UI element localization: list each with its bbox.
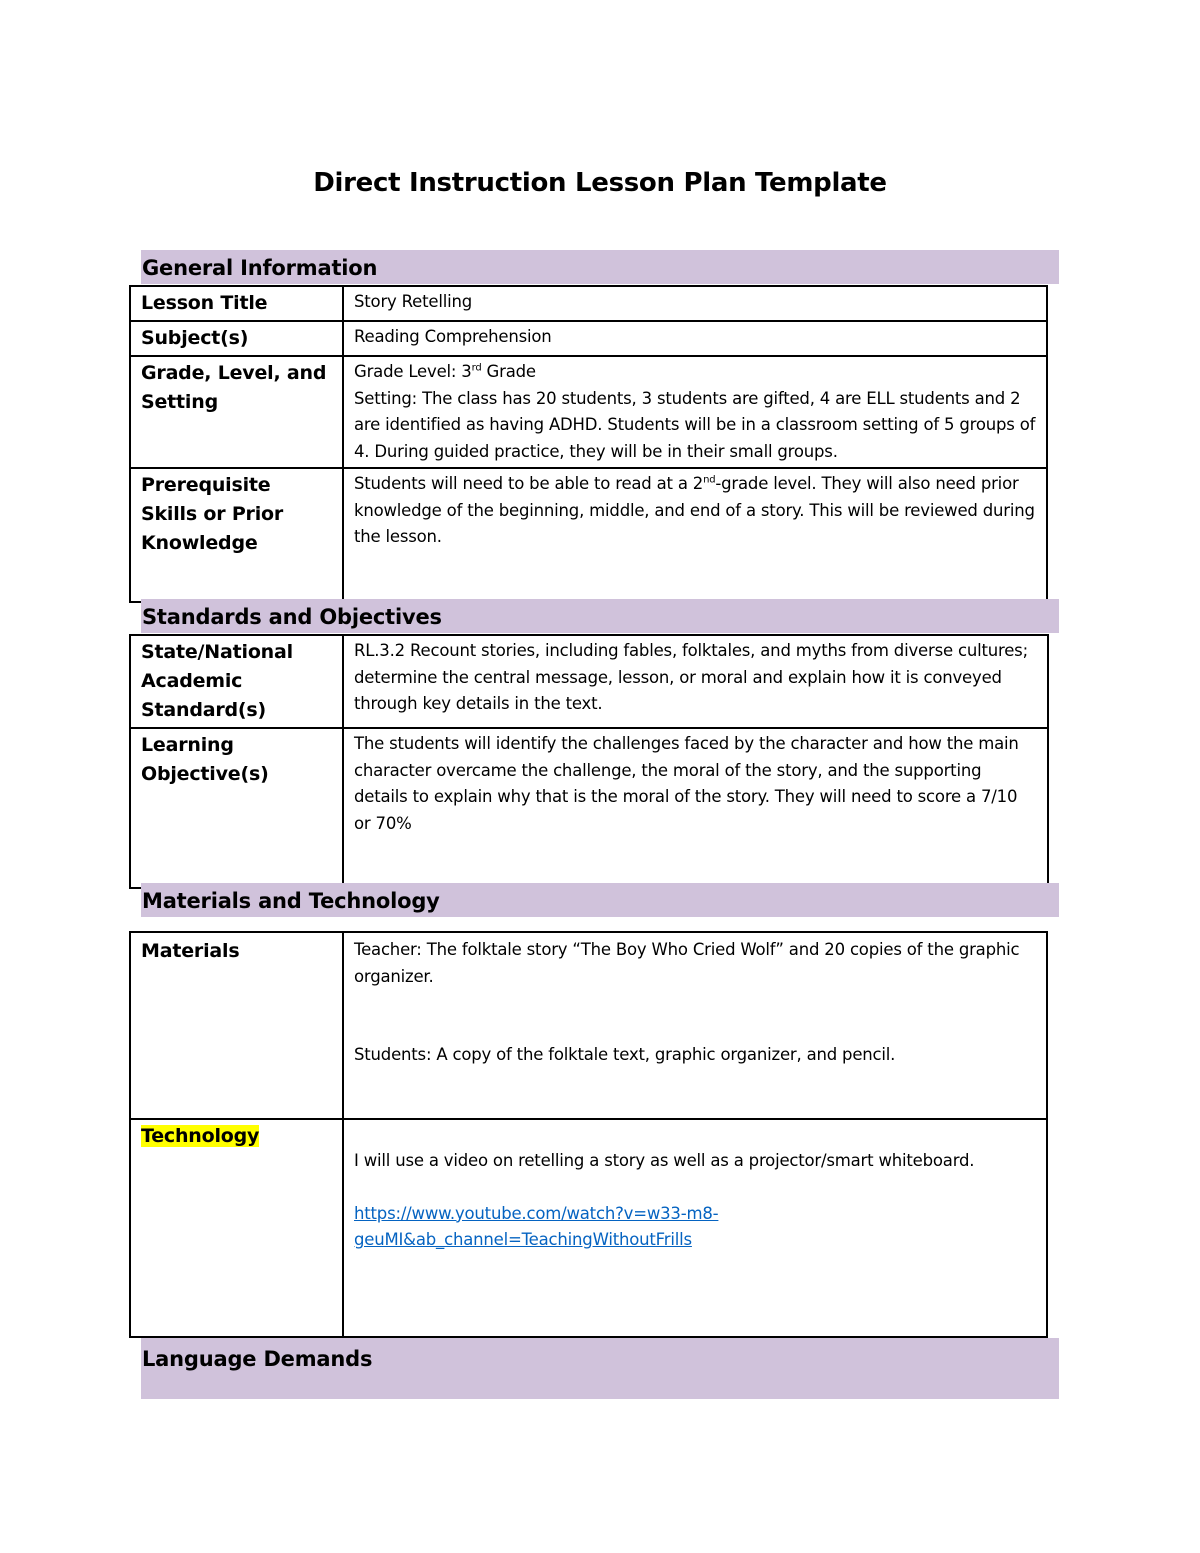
materials-value — [343, 932, 1047, 1119]
lesson-title-label: Lesson Title — [130, 286, 343, 321]
learning-objectives-label: Learning Objective(s) — [130, 728, 343, 888]
table-row — [130, 286, 1047, 321]
section-heading-materials-technology: Materials and Technology — [141, 883, 1059, 917]
table-row — [130, 1119, 1047, 1337]
technology-label-highlight: Technology — [141, 1125, 260, 1147]
grade-level-text: Grade Level: 3 — [354, 362, 472, 381]
lesson-title-value: Story Retelling — [343, 286, 1047, 321]
prerequisite-skills-label: Prerequisite Skills or Prior Knowledge — [130, 468, 343, 602]
setting-text: Setting: The class has 20 students, 3 students are gifted, 4 are ELL students and 2 are identified as having ADHD. Students will be in a classroom setting of 5 groups of 4. During guided practice, they will be in their small groups. — [354, 388, 1036, 461]
section-heading-general-information: General Information — [141, 250, 1059, 284]
table-row — [130, 932, 1047, 1119]
prerequisite-skills-value — [343, 468, 1047, 602]
video-link-line-1[interactable]: https://www.youtube.com/watch?v=w33-m8- — [354, 1203, 719, 1223]
subjects-value: Reading Comprehension — [343, 321, 1047, 356]
technology-value — [343, 1119, 1047, 1337]
materials-label: Materials — [130, 932, 343, 1119]
table-row — [130, 356, 1047, 468]
general-information-table — [129, 285, 1048, 603]
video-link[interactable] — [354, 1201, 1036, 1254]
table-row — [130, 468, 1047, 602]
table-row — [130, 635, 1048, 728]
section-heading-language-demands: Language Demands — [141, 1338, 1059, 1399]
academic-standards-value: RL.3.2 Recount stories, including fables, folktales, and myths from diverse cultures; determine the central message, lesson, or moral and explain how it is conveyed through key details in the text. — [343, 635, 1048, 728]
learning-objectives-value: The students will identify the challenges faced by the character and how the main character overcame the challenge, the moral of the story, and the supporting details to explain why that is the moral of the story. They will need to score a 7/10 or 70% — [343, 728, 1048, 888]
grade-level-superscript: rd — [471, 362, 482, 374]
grade-level-line — [354, 359, 1036, 386]
grade-level-suffix: Grade — [481, 362, 536, 381]
academic-standards-label: State/National Academic Standard(s) — [130, 635, 343, 728]
standards-objectives-table — [129, 634, 1049, 889]
section-heading-standards-objectives: Standards and Objectives — [141, 599, 1059, 633]
technology-label — [130, 1119, 343, 1337]
table-row — [130, 728, 1048, 888]
table-row — [130, 321, 1047, 356]
materials-teacher-text: Teacher: The folktale story “The Boy Who Cried Wolf” and 20 copies of the graphic organizer. — [354, 940, 1020, 986]
grade-level-setting-value — [343, 356, 1047, 468]
document-title: Direct Instruction Lesson Plan Template — [313, 168, 887, 198]
prerequisite-text: Students will need to be able to read at a 2 — [354, 474, 704, 493]
technology-text: I will use a video on retelling a story as well as a projector/smart whiteboard. — [354, 1151, 975, 1170]
prerequisite-text-continued: -grade level. They will also need prior knowledge of the beginning, middle, and end of a story. This will be reviewed during the lesson. — [354, 474, 1035, 546]
video-link-line-2[interactable]: geuMI&ab_channel=TeachingWithoutFrills — [354, 1230, 692, 1249]
subjects-label: Subject(s) — [130, 321, 343, 356]
prerequisite-superscript: nd — [703, 474, 716, 486]
grade-level-setting-label: Grade, Level, and Setting — [130, 356, 343, 468]
materials-students-text: Students: A copy of the folktale text, graphic organizer, and pencil. — [354, 1045, 896, 1064]
materials-technology-table — [129, 931, 1048, 1338]
